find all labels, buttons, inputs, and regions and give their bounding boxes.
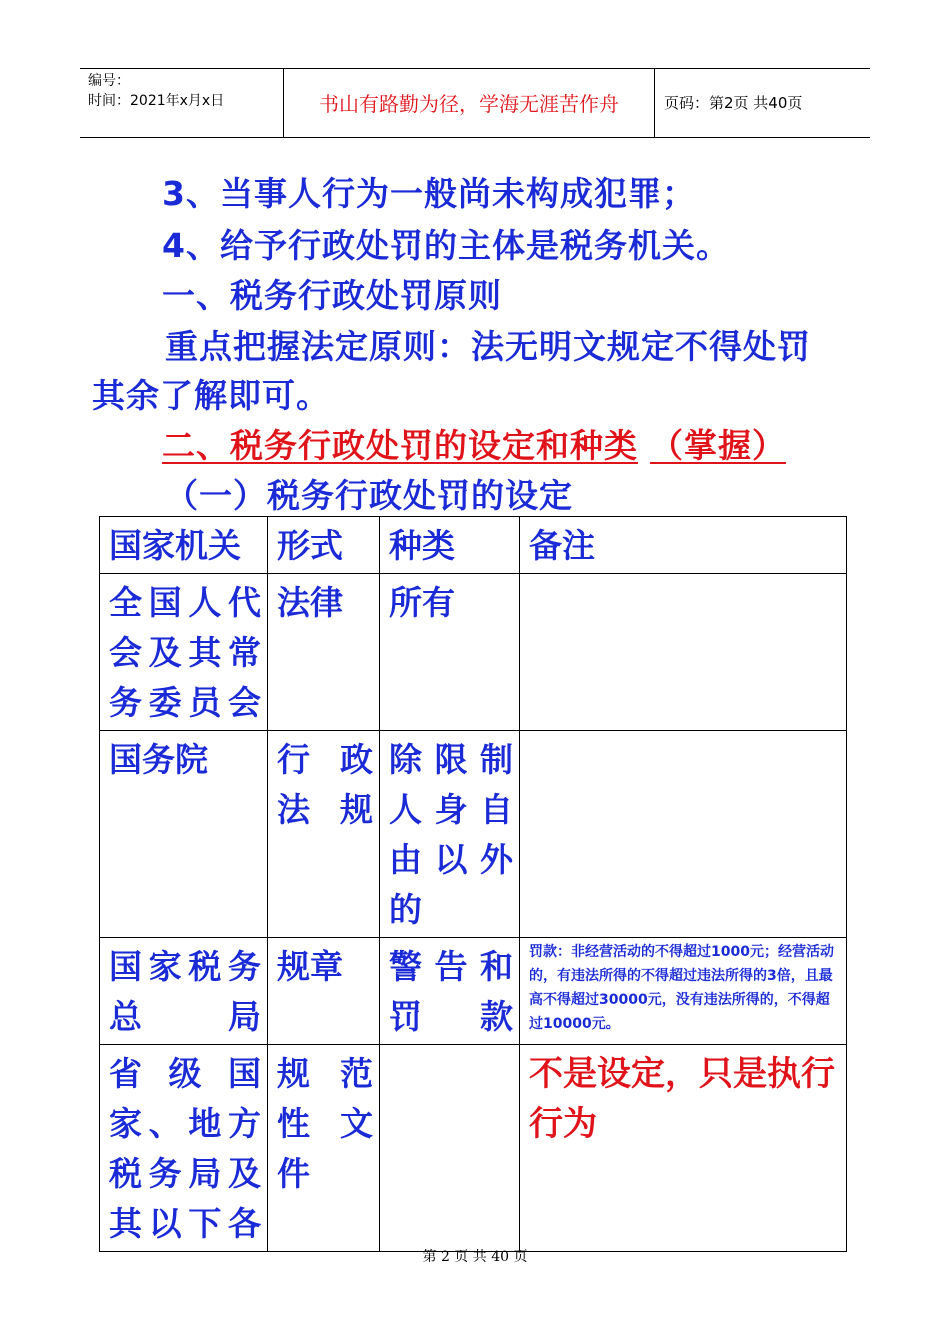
cell-form: 法律 (268, 574, 380, 731)
cell-kind (380, 1045, 520, 1252)
section-2-heading (162, 424, 786, 468)
cell-form: 规章 (268, 938, 380, 1045)
document-number-label: 编号： (88, 73, 130, 89)
header-form: 形式 (268, 517, 380, 574)
cell-organ: 全国人代会及其常务委员会 (100, 574, 268, 731)
cell-organ: 省级国家、地方税务局及其以下各 (100, 1045, 268, 1252)
cell-kind: 除限制人身自由以外的 (380, 731, 520, 938)
cell-note: 罚款：非经营活动的不得超过1000元；经营活动的，有违法所得的不得超过违法所得的3倍，且最高不得超过30000元，没有违法所得的，不得超过10000元。 (520, 938, 847, 1045)
header-kind: 种类 (380, 517, 520, 574)
section-2-tag: （掌握） (650, 426, 786, 465)
page-header (80, 68, 870, 138)
cell-kind: 警告和罚款 (380, 938, 520, 1045)
header-organ: 国家机关 (100, 517, 268, 574)
condition-4: 4、给予行政处罚的主体是税务机关。 (162, 226, 730, 265)
penalty-setting-table (99, 516, 847, 1252)
cell-form: 规范性文件 (268, 1045, 380, 1252)
page-footer: 第 2 页 共 40 页 (422, 1249, 528, 1265)
table-row (100, 574, 847, 731)
document-time-label: 时间：2021年x月x日 (88, 93, 225, 109)
cell-note: 不是设定，只是执行行为 (520, 1045, 847, 1252)
subsection-1-title: （一）税务行政处罚的设定 (165, 476, 573, 515)
table-row (100, 938, 847, 1045)
header-page-info: 页码：第2页 共40页 (664, 94, 803, 112)
header-motto: 书山有路勤为径，学海无涯苦作舟 (319, 92, 619, 116)
table-row (100, 731, 847, 938)
cell-note (520, 574, 847, 731)
cell-organ: 国务院 (100, 731, 268, 938)
header-meta (88, 71, 224, 111)
table-row (100, 1045, 847, 1252)
cell-note (520, 731, 847, 938)
cell-form: 行政法规 (268, 731, 380, 938)
cell-kind: 所有 (380, 574, 520, 731)
principle-text-line1: 重点把握法定原则：法无明文规定不得处罚 (165, 327, 811, 366)
header-note: 备注 (520, 517, 847, 574)
section-2-title: 二、税务行政处罚的设定和种类 (162, 426, 638, 465)
table-header-row (100, 517, 847, 574)
principle-text-line2: 其余了解即可。 (92, 376, 330, 415)
header-divider (654, 69, 655, 137)
condition-3: 3、当事人行为一般尚未构成犯罪； (162, 174, 696, 213)
cell-organ: 国家税务总局 (100, 938, 268, 1045)
section-1-title: 一、税务行政处罚原则 (162, 276, 502, 315)
